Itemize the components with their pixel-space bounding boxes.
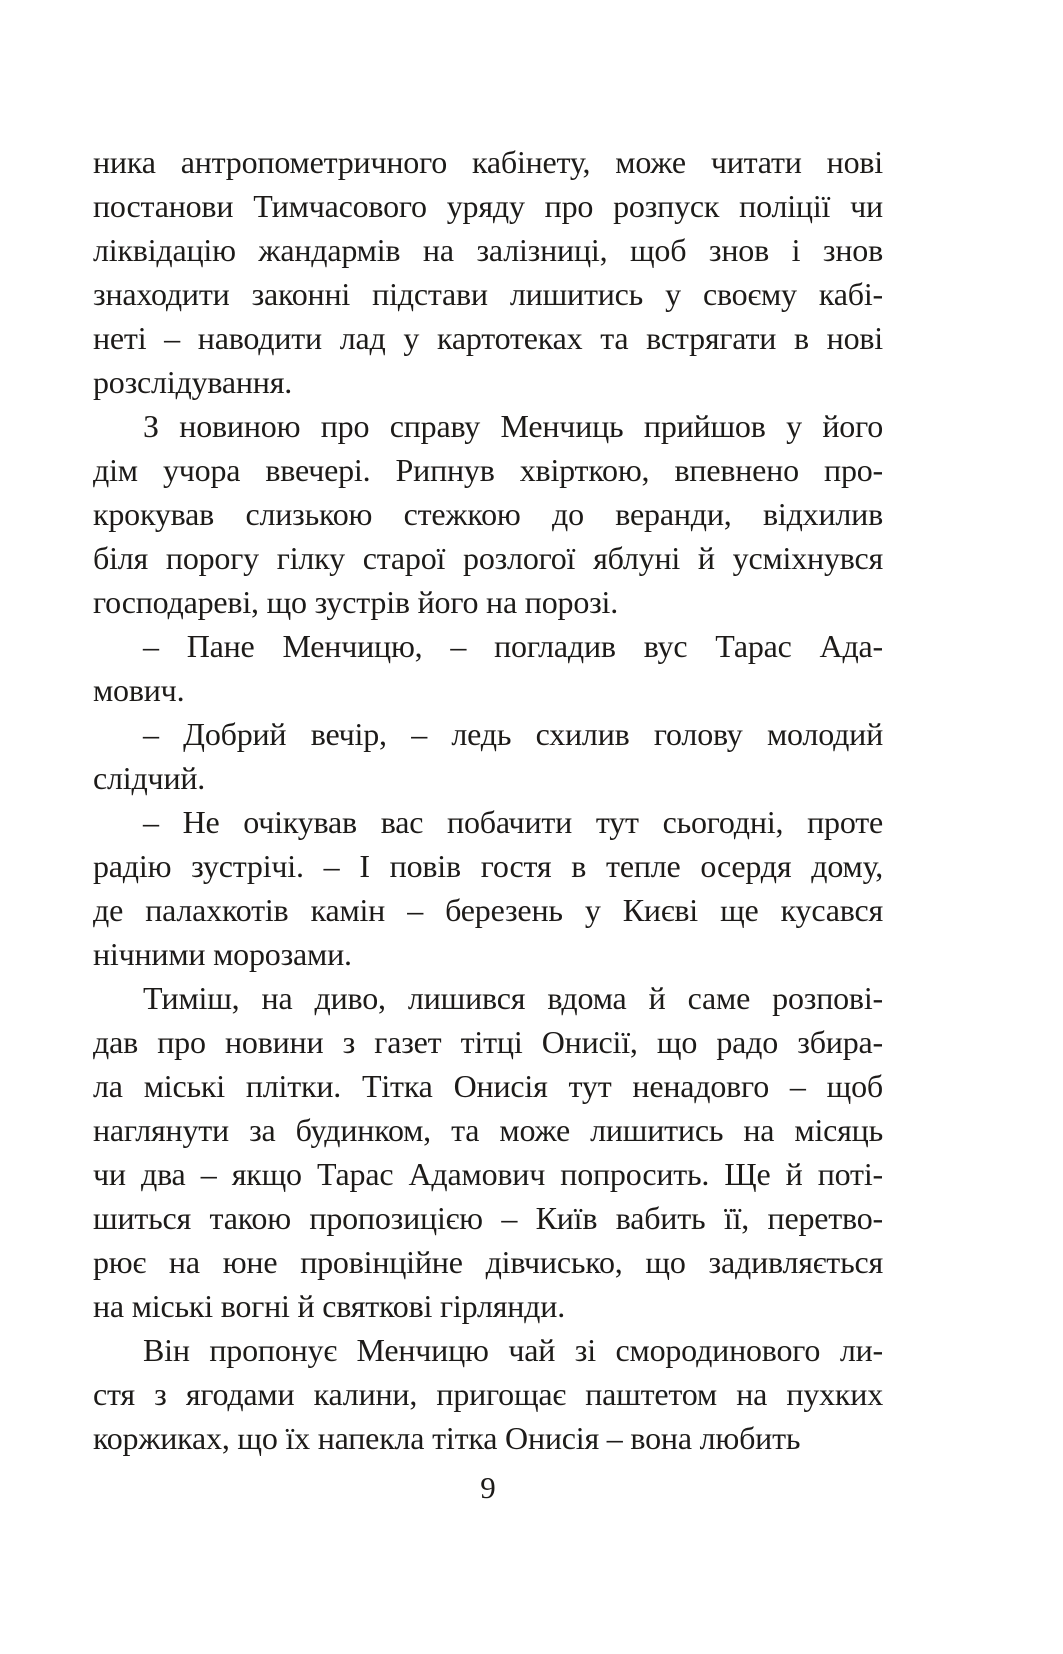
text-line: неті – наводити лад у картотеках та встрягати в нові (93, 320, 883, 356)
text-line: наглянути за будинком, та може лишитись на місяць (93, 1112, 883, 1148)
text-line: розслідування. (93, 364, 293, 400)
text-line: біля порогу гілку старої розлогої яблуні й усміхнувся (93, 540, 883, 576)
text-line: нічними морозами. (93, 936, 352, 972)
paragraph (93, 712, 883, 800)
text-line: ла міські плітки. Тітка Онисія тут ненадовго – щоб (93, 1068, 883, 1104)
paragraph (93, 624, 883, 712)
text-line: крокував слизькою стежкою до веранди, відхилив (93, 496, 883, 532)
paragraph (93, 404, 883, 624)
text-line: слідчий. (93, 760, 206, 796)
page-text-block (93, 140, 883, 1460)
text-line: постанови Тимчасового уряду про розпуск поліції чи (93, 188, 883, 224)
text-line: знаходити законні підстави лишитись у своєму кабі- (93, 276, 883, 312)
text-line: коржиках, що їх напекла тітка Онисія – вона любить (93, 1420, 801, 1456)
text-line: ліквідацію жандармів на залізниці, щоб знов і знов (93, 232, 883, 268)
text-line: дім учора ввечері. Рипнув хвірткою, впевнено про- (93, 452, 883, 488)
text-line: чи два – якщо Тарас Адамович попросить. Ще й поті- (93, 1156, 883, 1192)
text-line: господареві, що зустрів його на порозі. (93, 584, 619, 620)
text-line: мович. (93, 672, 185, 708)
text-line: де палахкотів камін – березень у Києві ще кусався (93, 892, 883, 928)
text-line: ника антропометричного кабінету, може читати нові (93, 144, 883, 180)
text-line: – Добрий вечір, – ледь схилив голову молодий (143, 716, 883, 752)
page-number: 9 (480, 1470, 496, 1505)
paragraph (93, 1328, 883, 1460)
text-line: рює на юне провінційне дівчисько, що задивляється (93, 1244, 883, 1280)
paragraph (93, 140, 883, 404)
text-line: дав про новини з газет тітці Онисії, що радо збира- (93, 1024, 883, 1060)
text-line: на міські вогні й святкові гірлянди. (93, 1288, 565, 1324)
text-line: – Не очікував вас побачити тут сьогодні, проте (143, 804, 883, 840)
paragraph (93, 800, 883, 976)
paragraph (93, 976, 883, 1328)
text-line: шиться такою пропозицією – Київ вабить її, перетво- (93, 1200, 883, 1236)
text-line: Він пропонує Менчицю чай зі смородинового ли- (143, 1332, 883, 1368)
text-line: З новиною про справу Менчиць прийшов у його (143, 408, 883, 444)
text-line: Тиміш, на диво, лишився вдома й саме розпові- (143, 980, 883, 1016)
text-line: радію зустрічі. – І повів гостя в тепле осердя дому, (93, 848, 883, 884)
text-line: – Пане Менчицю, – погладив вус Тарас Ада- (143, 628, 883, 664)
text-line: стя з ягодами калини, пригощає паштетом на пухких (93, 1376, 883, 1412)
